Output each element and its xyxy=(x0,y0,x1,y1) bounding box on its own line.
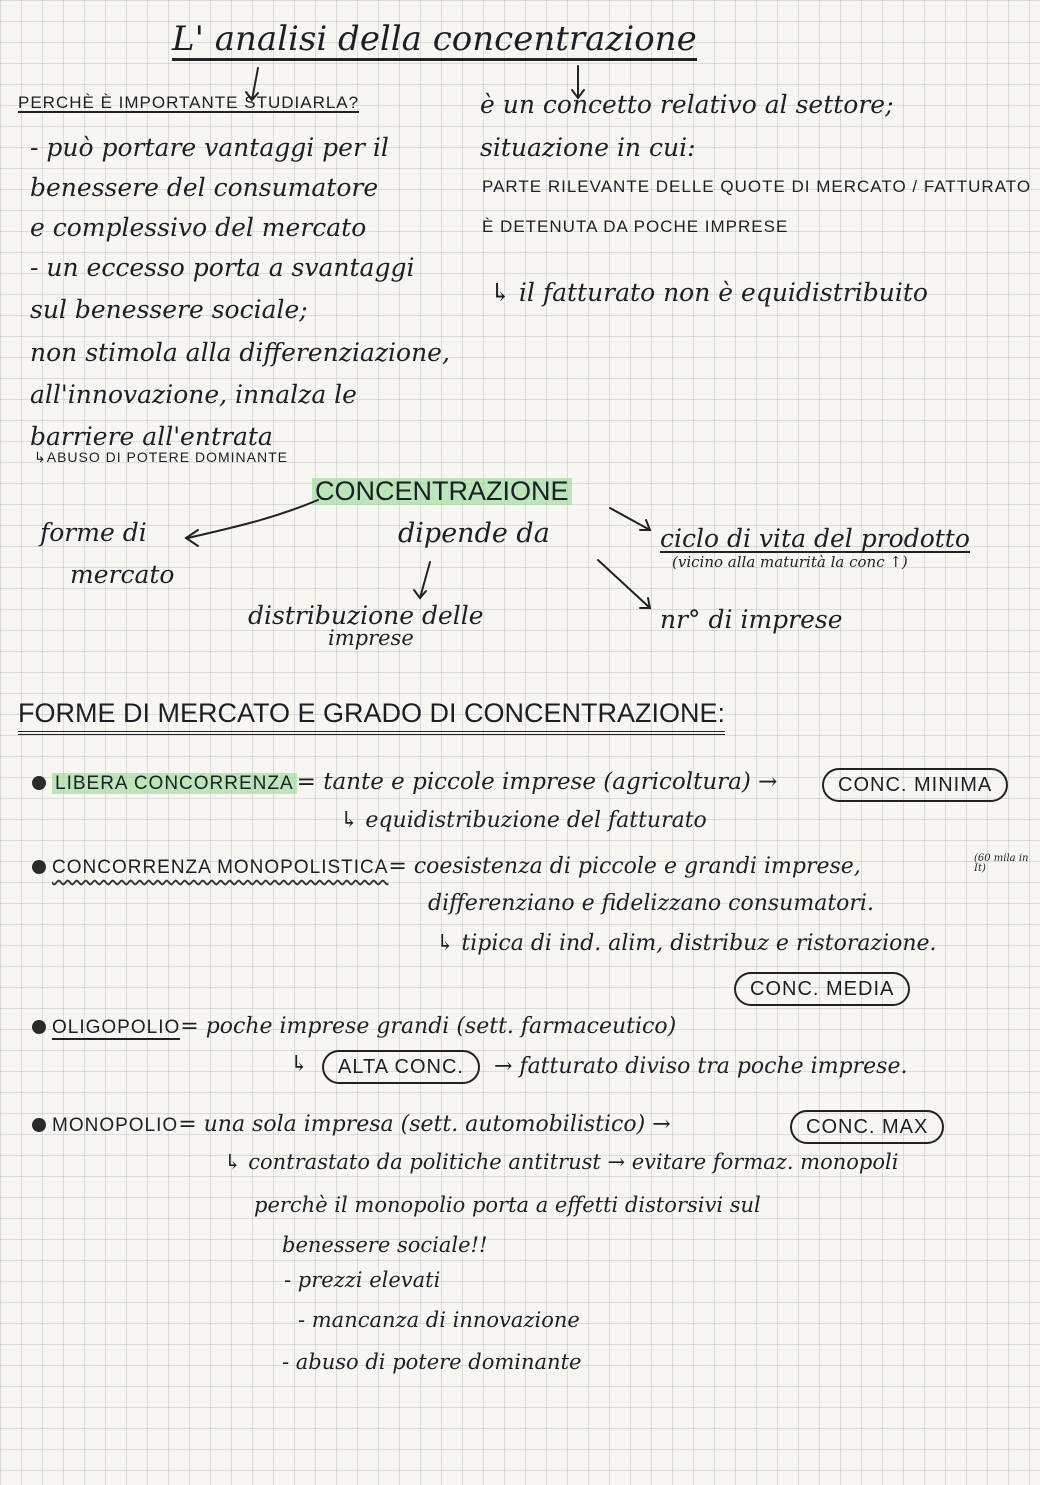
intro-line: barriere all'entrata xyxy=(30,422,273,451)
form-libera xyxy=(32,768,777,794)
form-oligopolio xyxy=(32,1012,676,1038)
form-text: = coesistenza di piccole e grandi imprese, xyxy=(388,854,861,879)
diagram-ciclo-note: (vicino alla maturità la conc ↑) xyxy=(672,553,908,571)
diagram-forme: mercato xyxy=(70,560,175,589)
sub-arrow-icon: ↳ xyxy=(290,1052,309,1077)
form-after: → fatturato diviso tra poche imprese. xyxy=(494,1054,908,1079)
form-text: = una sola impresa (sett. automobilistico) → xyxy=(178,1112,671,1137)
diagram-numero: nr° di imprese xyxy=(660,605,843,634)
intro-line: non stimola alla differenziazione, xyxy=(30,338,450,367)
form-line: benessere sociale!! xyxy=(282,1233,488,1257)
form-text: = poche imprese grandi (sett. farmaceutico) xyxy=(180,1014,677,1039)
effect-item: - abuso di potere dominante xyxy=(282,1350,582,1374)
form-line: perchè il monopolio porta a effetti distorsivi sul xyxy=(254,1193,761,1217)
definition-caps: PARTE RILEVANTE DELLE QUOTE DI MERCATO / FATTURATO xyxy=(482,177,1032,196)
form-sub: ↳ equidistribuzione del fatturato xyxy=(340,808,707,833)
diagram-center: CONCENTRAZIONE xyxy=(312,478,572,505)
diagram-distribuzione: distribuzione delle xyxy=(248,601,484,630)
intro-line: all'innovazione, innalza le xyxy=(30,380,357,409)
diagram-forme: forme di xyxy=(40,518,147,547)
form-monopolistica xyxy=(32,852,861,878)
effect-item: - prezzi elevati xyxy=(284,1268,441,1292)
bullet-icon xyxy=(32,1118,46,1132)
conc-pill: CONC. MAX xyxy=(790,1110,944,1144)
effect-item: - mancanza di innovazione xyxy=(298,1308,580,1332)
form-line: differenziano e fidelizzano consumatori. xyxy=(428,891,874,916)
conc-pill: CONC. MINIMA xyxy=(822,768,1008,802)
intro-line: - un eccesso porta a svantaggi xyxy=(30,253,415,282)
diagram-ciclo: ciclo di vita del prodotto xyxy=(660,524,970,553)
definition-result: ↳ il fatturato non è equidistribuito xyxy=(490,278,928,307)
bullet-icon xyxy=(32,776,46,790)
diagram-depends: dipende da xyxy=(398,518,550,549)
diagram-distribuzione: imprese xyxy=(328,626,414,650)
intro-line: - può portare vantaggi per il xyxy=(30,133,389,162)
form-side-note: (60 mila in It) xyxy=(974,853,1029,874)
form-monopolio xyxy=(32,1110,671,1136)
section-title: FORME DI MERCATO E GRADO DI CONCENTRAZIONE: xyxy=(18,700,725,735)
conc-pill: CONC. MEDIA xyxy=(734,972,910,1006)
form-label: LIBERA CONCORRENZA xyxy=(52,773,297,794)
form-text: = tante e piccole imprese (agricoltura) → xyxy=(296,769,778,795)
form-label: CONCORRENZA MONOPOLISTICA xyxy=(52,857,389,878)
intro-line: e complessivo del mercato xyxy=(30,213,367,242)
form-line: ↳ tipica di ind. alim, distribuz e ristorazione. xyxy=(436,931,937,956)
definition-line: è un concetto relativo al settore; xyxy=(480,90,894,119)
definition-caps: È DETENUTA DA POCHE IMPRESE xyxy=(482,217,789,236)
definition-line: situazione in cui: xyxy=(480,133,696,162)
bullet-icon xyxy=(32,1020,46,1034)
form-line: ↳ contrastato da politiche antitrust → evitare formaz. monopoli xyxy=(224,1150,899,1174)
conc-pill: ALTA CONC. xyxy=(322,1050,480,1084)
intro-note: ↳ABUSO DI POTERE DOMINANTE xyxy=(34,449,288,465)
page-title: L' analisi della concentrazione xyxy=(172,19,697,59)
bullet-icon xyxy=(32,860,46,874)
form-label: MONOPOLIO xyxy=(52,1115,179,1136)
intro-line: sul benessere sociale; xyxy=(30,295,308,324)
form-label: OLIGOPOLIO xyxy=(52,1017,181,1038)
intro-question: PERCHÈ È IMPORTANTE STUDIARLA? xyxy=(18,93,360,112)
intro-line: benessere del consumatore xyxy=(30,173,379,202)
